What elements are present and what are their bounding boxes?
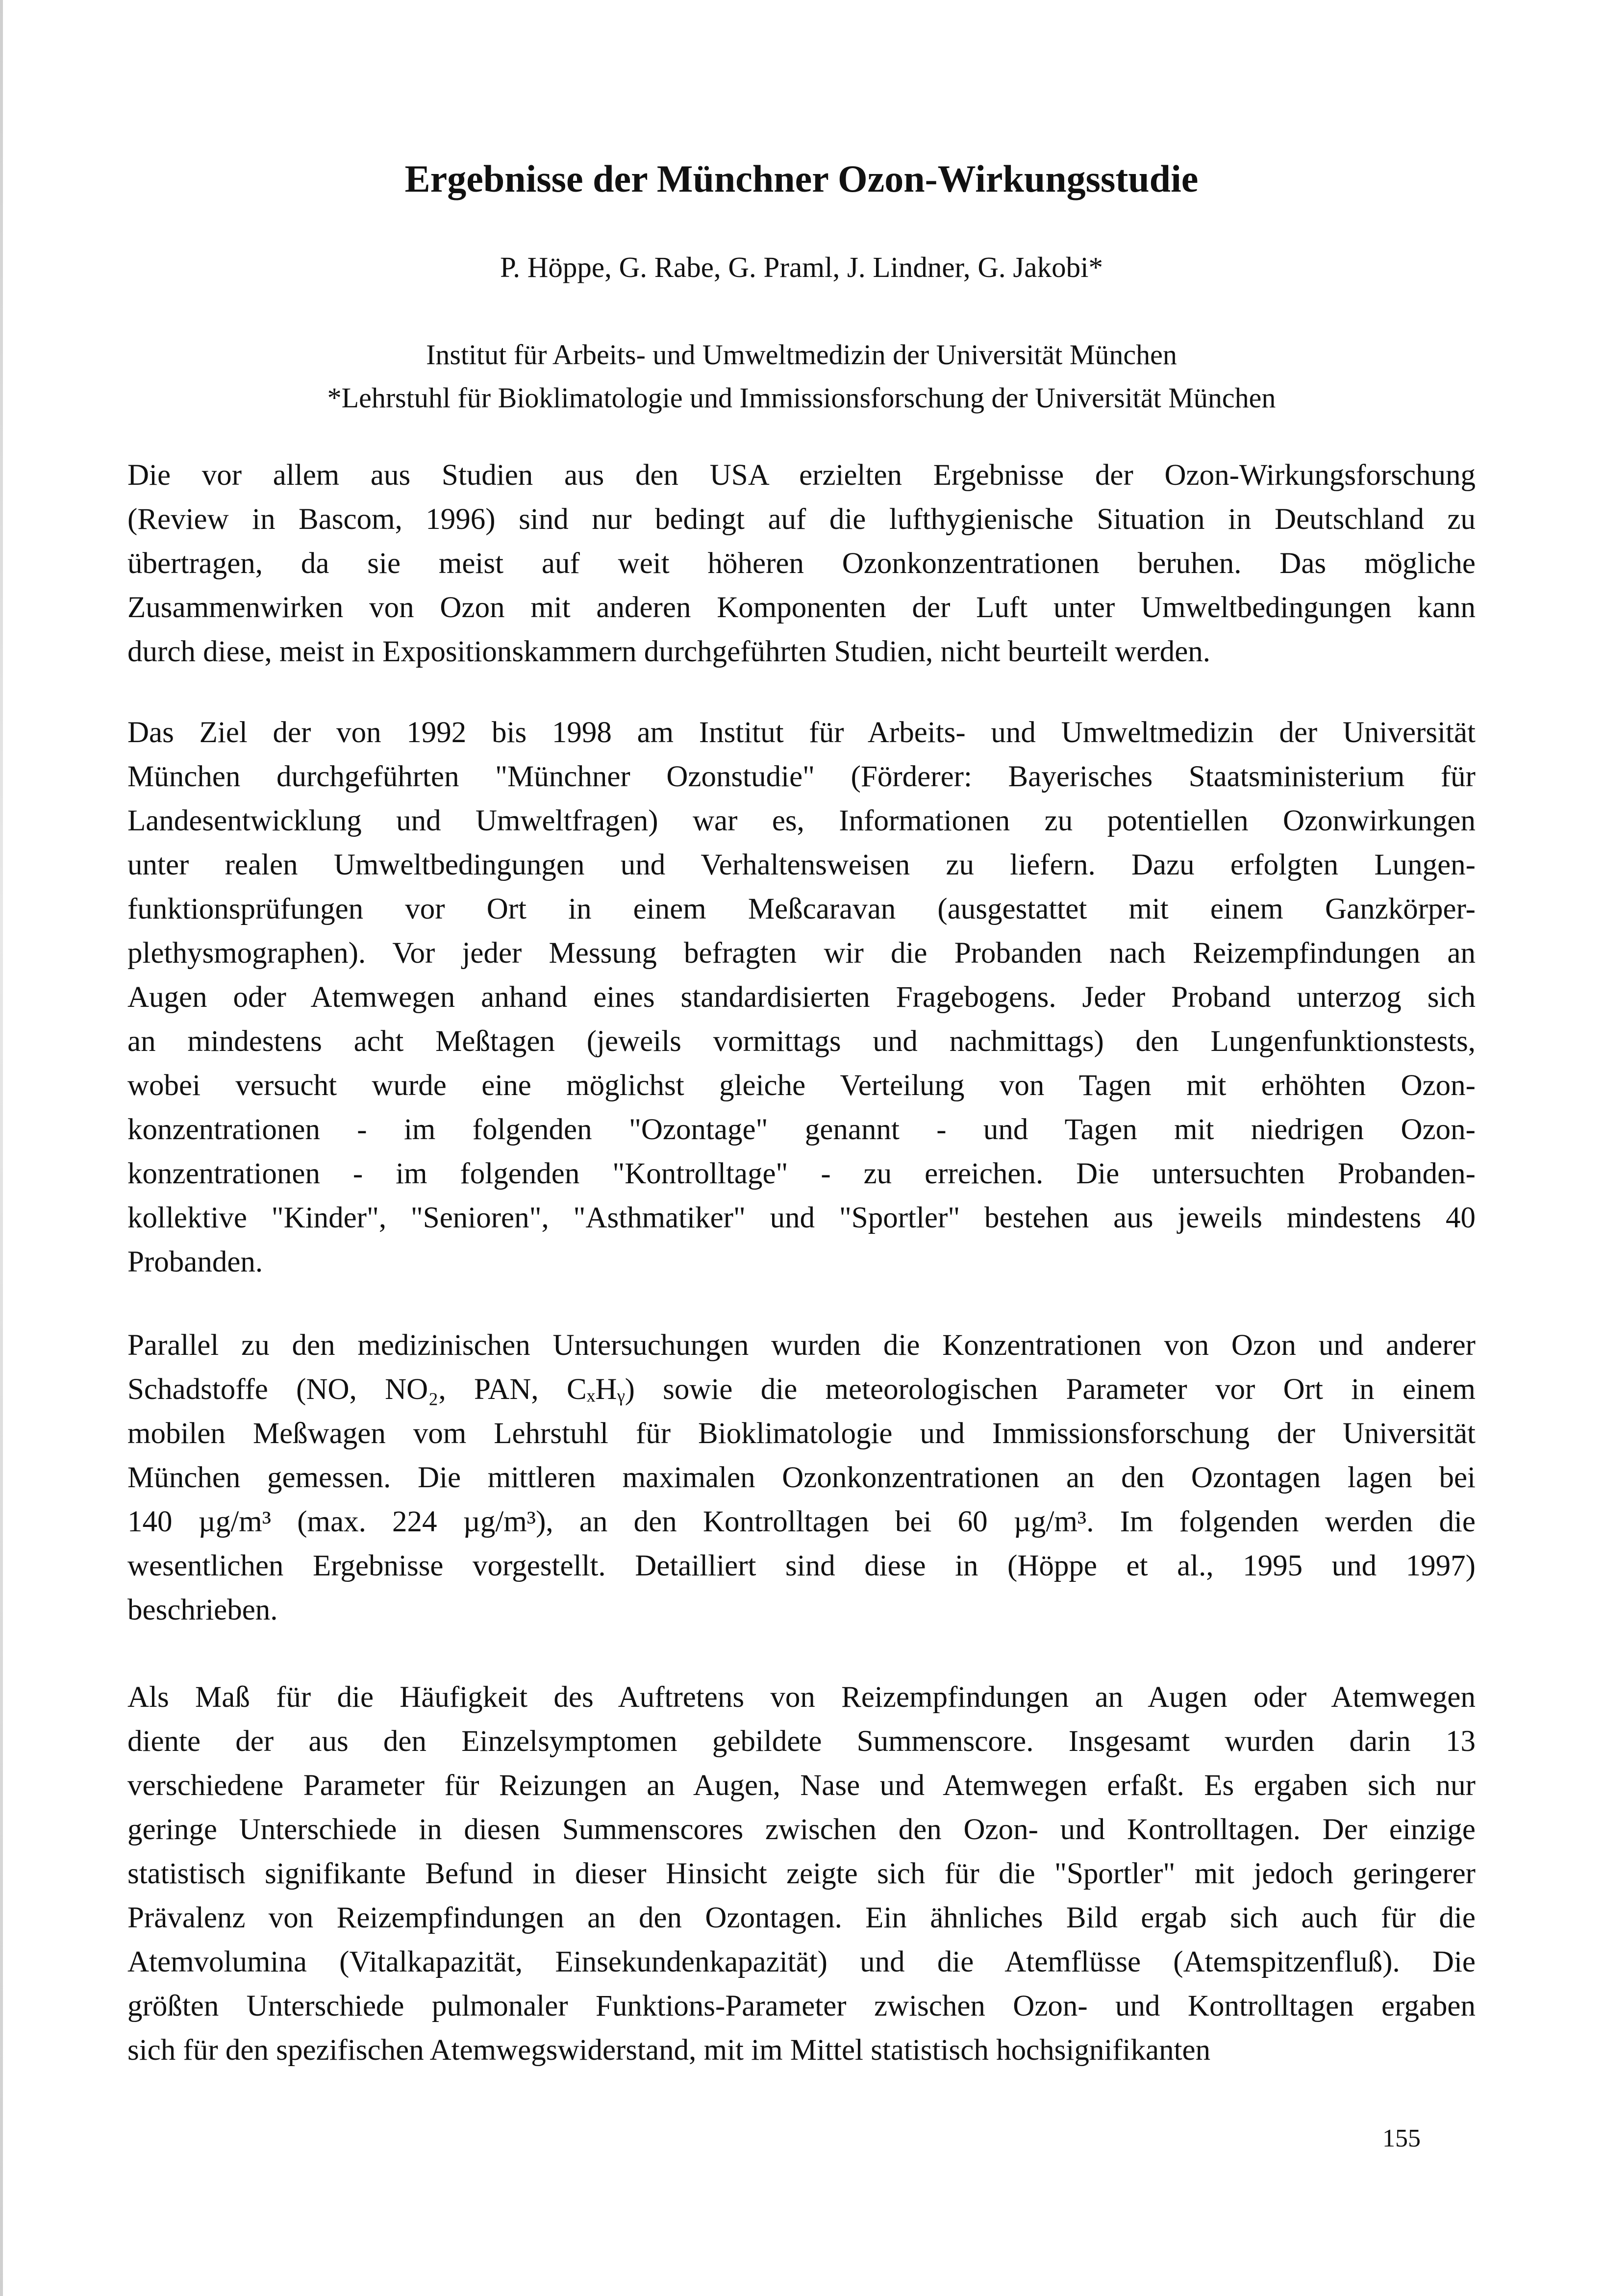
text-line: Augen oder Atemwegen anhand eines standardisierten Fragebogens. Jeder Proband unterzog sich <box>127 981 1476 1014</box>
text-line: 140 µg/m³ (max. 224 µg/m³), an den Kontrolltagen bei 60 µg/m³. Im folgenden werden die <box>127 1505 1476 1538</box>
paragraph-1 <box>127 453 1476 674</box>
text-line: wesentlichen Ergebnisse vorgestellt. Detailliert sind diese in (Höppe et al., 1995 und 1997) <box>127 1549 1476 1582</box>
text-line: durch diese, meist in Expositionskammern durchgeführten Studien, nicht beurteilt werden. <box>127 635 1211 668</box>
text-line: konzentrationen - im folgenden "Ozontage" genannt - und Tagen mit niedrigen Ozon- <box>127 1113 1476 1146</box>
text-line: statistisch signifikante Befund in dieser Hinsicht zeigte sich für die "Sportler" mit jedoch geringerer <box>127 1857 1476 1890</box>
text-line: Prävalenz von Reizempfindungen an den Ozontagen. Ein ähnliches Bild ergab sich auch für die <box>127 1901 1476 1934</box>
text-line: Als Maß für die Häufigkeit des Auftretens von Reizempfindungen an Augen oder Atemwegen <box>127 1681 1476 1714</box>
text-line: übertragen, da sie meist auf weit höheren Ozonkonzentrationen beruhen. Das mögliche <box>127 547 1476 580</box>
text-line: wobei versucht wurde eine möglichst gleiche Verteilung von Tagen mit erhöhten Ozon- <box>127 1069 1476 1102</box>
text-line: Parallel zu den medizinischen Untersuchungen wurden die Konzentrationen von Ozon und anderer <box>127 1329 1476 1362</box>
paragraph-4 <box>127 1675 1476 2072</box>
text-line: plethysmographen). Vor jeder Messung befragten wir die Probanden nach Reizempfindungen an <box>127 937 1476 970</box>
text-line: beschrieben. <box>127 1594 278 1626</box>
affiliations <box>0 333 1603 420</box>
text-line: verschiedene Parameter für Reizungen an Augen, Nase und Atemwegen erfaßt. Es ergaben sich nur <box>127 1769 1476 1802</box>
text-line: (Review in Bascom, 1996) sind nur bedingt auf die lufthygienische Situation in Deutschland zu <box>127 503 1476 536</box>
text-line: Probanden. <box>127 1246 263 1278</box>
text-line: Schadstoffe (NO, NO₂, PAN, CₓHᵧ) sowie die meteorologischen Parameter vor Ort in einem <box>127 1373 1476 1406</box>
affiliation-2: *Lehrstuhl für Bioklimatologie und Immissionsforschung der Universität München <box>327 382 1276 414</box>
text-line: sich für den spezifischen Atemwegswiderstand, mit im Mittel statistisch hochsignifikanten <box>127 2034 1211 2067</box>
text-line: größten Unterschiede pulmonaler Funktions-Parameter zwischen Ozon- und Kontrolltagen ergaben <box>127 1990 1476 2022</box>
text-line: München durchgeführten "Münchner Ozonstudie" (Förderer: Bayerisches Staatsministerium für <box>127 760 1476 793</box>
paragraph-3 <box>127 1323 1476 1632</box>
text-line: funktionsprüfungen vor Ort in einem Meßcaravan (ausgestattet mit einem Ganzkörper- <box>127 893 1476 925</box>
text-line: an mindestens acht Meßtagen (jeweils vormittags und nachmittags) den Lungenfunktionstests, <box>127 1025 1476 1058</box>
author-list: P. Höppe, G. Rabe, G. Praml, J. Lindner, G. Jakobi* <box>500 251 1103 283</box>
text-line: geringe Unterschiede in diesen Summenscores zwischen den Ozon- und Kontrolltagen. Der einzige <box>127 1813 1476 1846</box>
text-line: unter realen Umweltbedingungen und Verhaltensweisen zu liefern. Dazu erfolgten Lungen- <box>127 849 1476 881</box>
text-line: Atemvolumina (Vitalkapazität, Einsekundenkapazität) und die Atemflüsse (Atemspitzenfluß). Die <box>127 1946 1476 1978</box>
text-line: Die vor allem aus Studien aus den USA erzielten Ergebnisse der Ozon-Wirkungsforschung <box>127 459 1476 492</box>
page-title: Ergebnisse der Münchner Ozon-Wirkungsstudie <box>404 157 1199 200</box>
text-line: mobilen Meßwagen vom Lehrstuhl für Bioklimatologie und Immissionsforschung der Universität <box>127 1417 1476 1450</box>
paragraph-2 <box>127 711 1476 1284</box>
page-number: 155 <box>1382 2124 1421 2152</box>
text-line: Landesentwicklung und Umweltfragen) war es, Informationen zu potentiellen Ozonwirkungen <box>127 804 1476 837</box>
text-line: kollektive "Kinder", "Senioren", "Asthmatiker" und "Sportler" bestehen aus jeweils mindestens 40 <box>127 1201 1476 1234</box>
text-line: München gemessen. Die mittleren maximalen Ozonkonzentrationen an den Ozontagen lagen bei <box>127 1461 1476 1494</box>
text-line: Das Ziel der von 1992 bis 1998 am Institut für Arbeits- und Umweltmedizin der Universität <box>127 716 1476 749</box>
text-line: Zusammenwirken von Ozon mit anderen Komponenten der Luft unter Umweltbedingungen kann <box>127 591 1476 624</box>
text-line: diente der aus den Einzelsymptomen gebildete Summenscore. Insgesamt wurden darin 13 <box>127 1725 1476 1758</box>
affiliation-1: Institut für Arbeits- und Umweltmedizin der Universität München <box>426 339 1177 371</box>
text-line: konzentrationen - im folgenden "Kontrolltage" - zu erreichen. Die untersuchten Probanden- <box>127 1157 1476 1190</box>
